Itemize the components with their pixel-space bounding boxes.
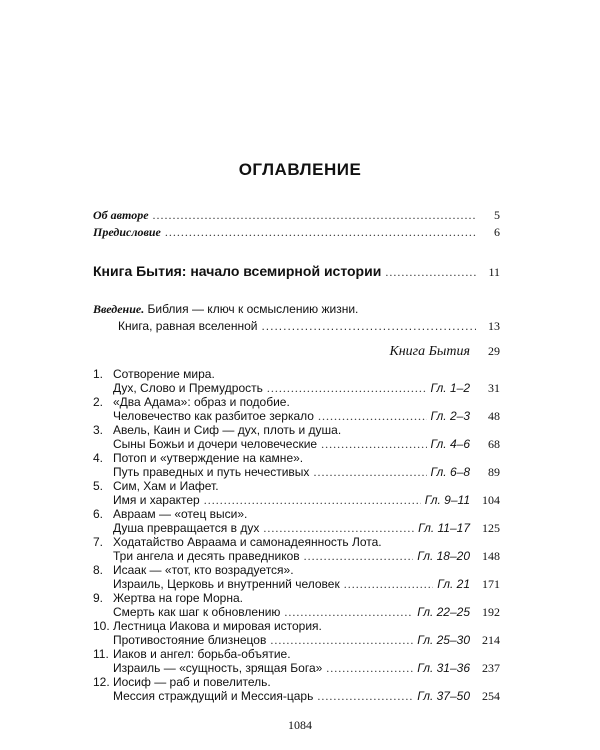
chapter-title-line2: Дух, Слово и Премудрость bbox=[113, 381, 263, 395]
chapter-entry[interactable] bbox=[93, 423, 500, 451]
chapter-number: 10. bbox=[93, 619, 110, 633]
chapter-reference: Гл. 31–36 bbox=[417, 661, 470, 675]
part-heading[interactable] bbox=[93, 344, 500, 360]
toc-page-number: 48 bbox=[488, 409, 500, 423]
leader-dots bbox=[321, 437, 426, 452]
chapter-number: 11. bbox=[93, 647, 109, 661]
chapter-title-line2: Израиль — «сущность, зрящая Бога» bbox=[113, 661, 323, 675]
toc-page-number: 11 bbox=[488, 265, 500, 279]
toc-page-number: 254 bbox=[482, 689, 500, 703]
chapter-title-line2: Человечество как разбитое зеркало bbox=[113, 409, 314, 423]
toc-page-number: 148 bbox=[482, 549, 500, 563]
toc-page-number: 125 bbox=[482, 521, 500, 535]
chapter-reference: Гл. 4–6 bbox=[430, 437, 470, 451]
chapter-number: 2. bbox=[93, 395, 104, 409]
chapter-reference: Гл. 37–50 bbox=[417, 689, 470, 703]
chapter-title-line1: Авраам — «отец выси». bbox=[113, 507, 248, 521]
toc-page-number: 13 bbox=[488, 319, 500, 333]
section-heading-label: Книга Бытия: начало всемирной истории bbox=[93, 263, 382, 279]
chapter-title-line2: Три ангела и десять праведников bbox=[113, 549, 300, 563]
chapter-title-line2: Смерть как шаг к обновлению bbox=[113, 605, 281, 619]
leader-dots bbox=[267, 381, 427, 396]
chapter-entry[interactable] bbox=[93, 619, 500, 647]
chapter-reference: Гл. 1–2 bbox=[430, 381, 470, 395]
intro-line2: Книга, равная вселенной bbox=[118, 319, 258, 333]
leader-dots bbox=[270, 633, 413, 648]
chapter-number: 3. bbox=[93, 423, 104, 437]
chapter-title-line1: Иаков и ангел: борьба-объятие. bbox=[113, 647, 291, 661]
chapter-title-line2: Противостояние близнецов bbox=[113, 633, 267, 647]
leader-dots bbox=[165, 225, 476, 240]
chapter-reference: Гл. 2–3 bbox=[430, 409, 470, 423]
toc-entry-preface[interactable] bbox=[93, 225, 500, 240]
chapter-reference: Гл. 21 bbox=[437, 577, 470, 591]
page-number: 1084 bbox=[288, 718, 312, 732]
leader-dots bbox=[344, 577, 433, 592]
chapter-title-line1: Сим, Хам и Иафет. bbox=[113, 479, 219, 493]
chapter-reference: Гл. 25–30 bbox=[417, 633, 470, 647]
chapter-entry[interactable] bbox=[93, 563, 500, 591]
chapter-reference: Гл. 22–25 bbox=[417, 605, 470, 619]
chapter-number: 8. bbox=[93, 563, 104, 577]
leader-dots bbox=[313, 465, 426, 480]
toc-page-number: 89 bbox=[488, 465, 500, 479]
chapter-title-line2: Имя и характер bbox=[113, 493, 200, 507]
chapter-reference: Гл. 9–11 bbox=[424, 493, 470, 507]
chapter-number: 1. bbox=[93, 367, 104, 381]
chapter-title-line1: Авель, Каин и Сиф — дух, плоть и душа. bbox=[113, 423, 342, 437]
leader-dots bbox=[318, 409, 427, 424]
chapter-title-line1: Жертва на горе Морна. bbox=[113, 591, 243, 605]
chapter-entry[interactable] bbox=[93, 591, 500, 619]
intro-line1: Библия — ключ к осмыслению жизни. bbox=[144, 302, 359, 316]
chapter-entry[interactable] bbox=[93, 367, 500, 395]
leader-dots bbox=[261, 319, 476, 333]
intro-lead: Введение. bbox=[93, 302, 145, 316]
chapter-title-line1: Ходатайство Авраама и самонадеянность Лота. bbox=[113, 535, 382, 549]
page-title: ОГЛАВЛЕНИЕ bbox=[238, 160, 362, 179]
leader-dots bbox=[304, 549, 414, 564]
toc-page-number: 29 bbox=[488, 344, 500, 358]
toc-page-number: 192 bbox=[482, 605, 500, 619]
chapter-title-line1: Лестница Иакова и мировая история. bbox=[113, 619, 322, 633]
chapter-title-line2: Израиль, Церковь и внутренний человек bbox=[113, 577, 340, 591]
leader-dots bbox=[153, 208, 476, 223]
chapter-reference: Гл. 6–8 bbox=[430, 465, 470, 479]
toc-entry-label: Об авторе bbox=[93, 208, 149, 222]
chapter-entry[interactable] bbox=[93, 451, 500, 479]
leader-dots bbox=[204, 493, 421, 508]
chapter-title-line1: «Два Адама»: образ и подобие. bbox=[113, 395, 290, 409]
chapter-entry[interactable] bbox=[93, 507, 500, 535]
chapter-entry[interactable] bbox=[93, 479, 500, 507]
chapter-number: 5. bbox=[93, 479, 104, 493]
toc-page-number: 171 bbox=[482, 577, 500, 591]
toc-entry-about-author[interactable] bbox=[93, 208, 500, 223]
chapter-number: 7. bbox=[93, 535, 104, 549]
chapter-title-line1: Исаак — «тот, кто возрадуется». bbox=[113, 563, 294, 577]
toc-page-number: 68 bbox=[488, 437, 500, 451]
toc-page-number: 31 bbox=[488, 381, 500, 395]
toc-entry-introduction[interactable] bbox=[93, 302, 500, 334]
chapter-title-line2: Путь праведных и путь нечестивых bbox=[113, 465, 310, 479]
chapter-title-line2: Мессия страждущий и Мессия-царь bbox=[113, 689, 314, 703]
chapter-number: 12. bbox=[93, 675, 110, 689]
chapter-title-line1: Сотворение мира. bbox=[113, 367, 215, 381]
toc-page-number: 237 bbox=[482, 661, 500, 675]
chapter-number: 4. bbox=[93, 451, 104, 465]
chapter-title-line2: Душа превращается в дух bbox=[113, 521, 260, 535]
leader-dots bbox=[263, 521, 414, 536]
leader-dots bbox=[317, 689, 413, 704]
chapter-entry[interactable] bbox=[93, 675, 500, 703]
toc-entry-label: Предисловие bbox=[93, 225, 161, 239]
toc-page-number: 6 bbox=[494, 225, 500, 239]
leader-dots bbox=[385, 265, 476, 280]
chapter-number: 9. bbox=[93, 591, 104, 605]
chapter-title-line1: Иосиф — раб и повелитель. bbox=[113, 675, 271, 689]
toc-page-number: 214 bbox=[482, 633, 500, 647]
section-heading[interactable] bbox=[93, 263, 500, 280]
toc-page-number: 5 bbox=[494, 208, 500, 222]
leader-dots bbox=[284, 605, 413, 620]
chapter-reference: Гл. 11–17 bbox=[418, 521, 470, 535]
chapter-title-line2: Сыны Божьи и дочери человеческие bbox=[113, 437, 318, 451]
part-heading-label: Книга Бытия bbox=[389, 344, 470, 359]
toc-page-number: 104 bbox=[482, 493, 500, 507]
chapter-title-line1: Потоп и «утверждение на камне». bbox=[113, 451, 304, 465]
chapter-entry[interactable] bbox=[93, 395, 500, 423]
chapter-number: 6. bbox=[93, 507, 104, 521]
chapter-entry[interactable] bbox=[93, 535, 500, 563]
chapter-reference: Гл. 18–20 bbox=[417, 549, 470, 563]
chapter-entry[interactable] bbox=[93, 647, 500, 675]
leader-dots bbox=[326, 661, 413, 676]
